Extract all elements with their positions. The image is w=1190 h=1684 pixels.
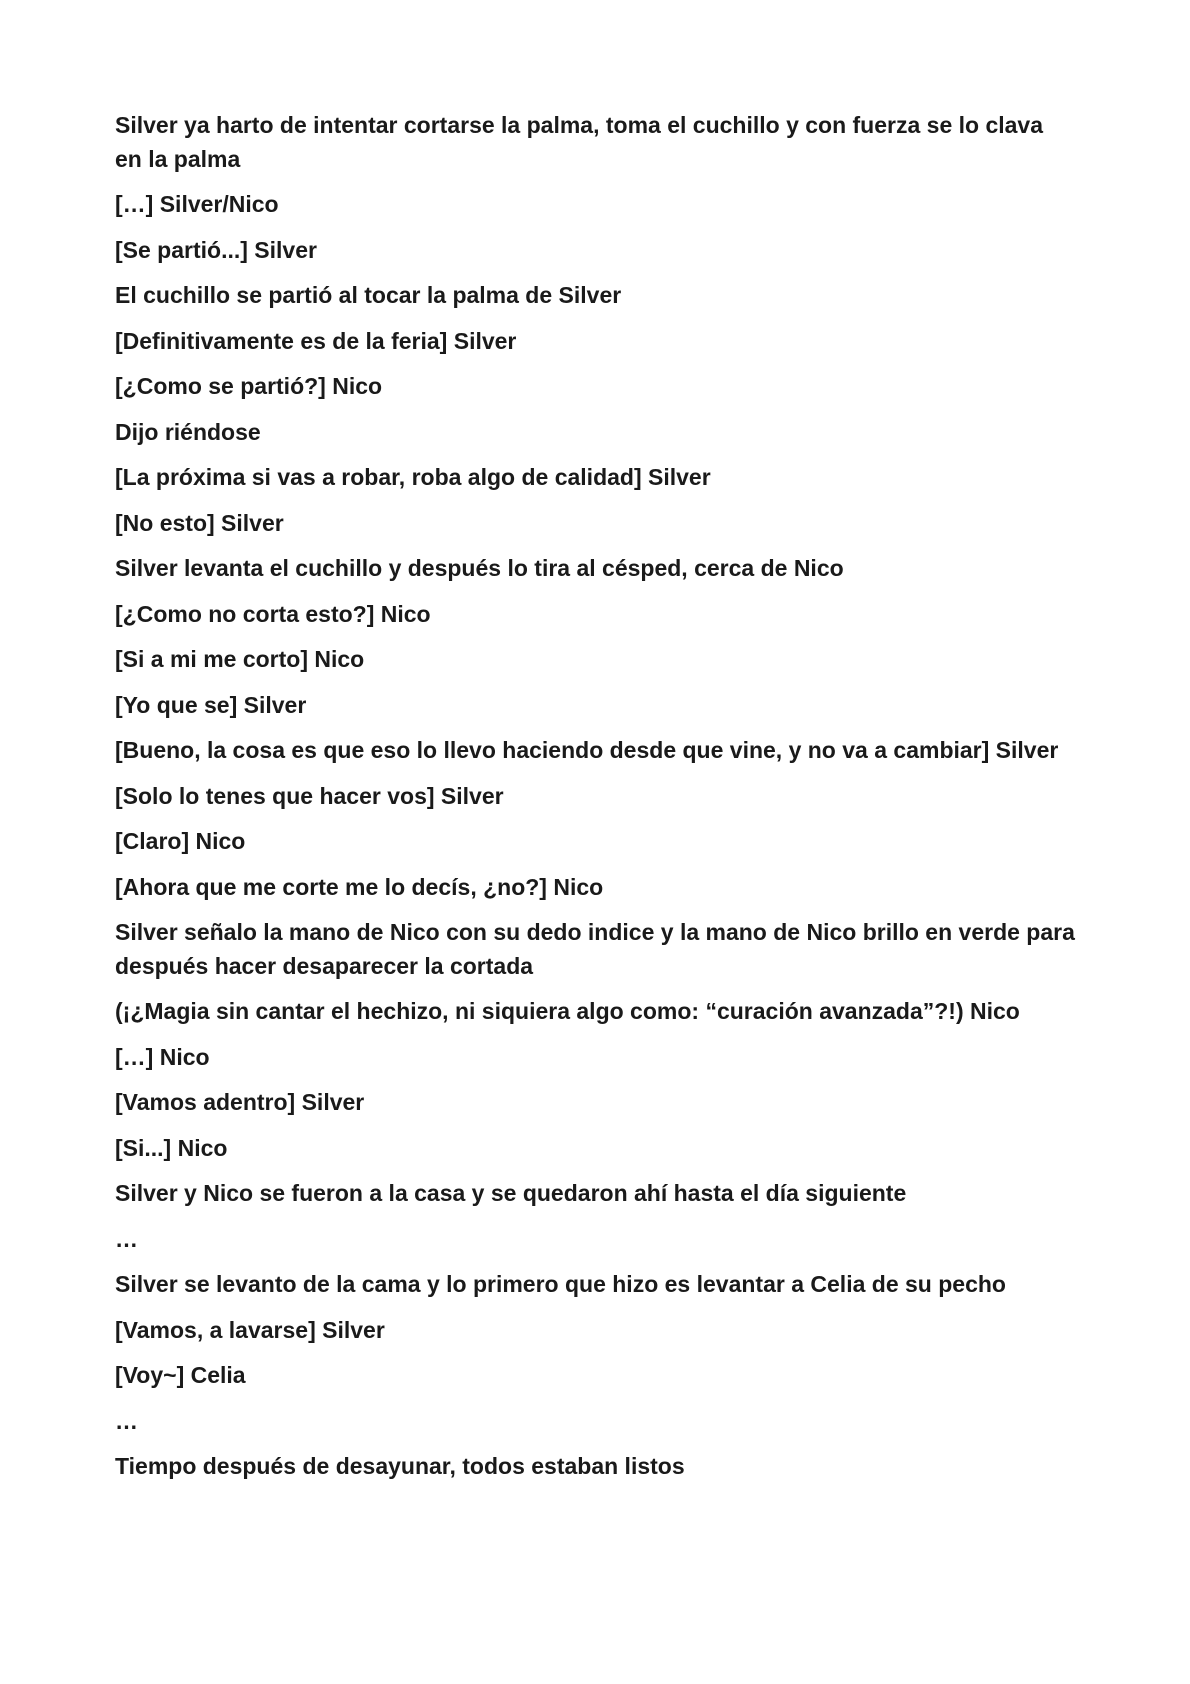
paragraph: [Se partió...] Silver xyxy=(115,236,317,263)
paragraph: [Definitivamente es de la feria] Silver xyxy=(115,327,517,354)
paragraph: [Si...] Nico xyxy=(115,1134,228,1161)
paragraph: [Yo que se] Silver xyxy=(115,691,307,718)
paragraph: El cuchillo se partió al tocar la palma de Silver xyxy=(115,282,622,308)
paragraph: [No esto] Silver xyxy=(115,509,284,536)
paragraph: Silver y Nico se fueron a la casa y se quedaron ahí hasta el día siguiente xyxy=(115,1180,907,1206)
paragraph: [¿Como no corta esto?] Nico xyxy=(115,600,431,627)
paragraph: Silver ya harto de intentar cortarse la palma, toma el cuchillo y con fuerza se lo clava en la palma xyxy=(115,112,1044,172)
document-body xyxy=(115,109,1075,1496)
paragraph: […] Nico xyxy=(115,1043,210,1070)
paragraph: … xyxy=(115,1225,138,1252)
paragraph: Tiempo después de desayunar, todos estaban listos xyxy=(115,1453,685,1479)
paragraph: Silver levanta el cuchillo y después lo tira al césped, cerca de Nico xyxy=(115,555,844,581)
paragraph: [Vamos, a lavarse] Silver xyxy=(115,1316,385,1343)
paragraph: [Vamos adentro] Silver xyxy=(115,1089,365,1115)
paragraph: [Solo lo tenes que hacer vos] Silver xyxy=(115,782,504,809)
paragraph: [Ahora que me corte me lo decís, ¿no?] Nico xyxy=(115,873,604,900)
paragraph: [Claro] Nico xyxy=(115,828,246,854)
paragraph: Dijo riéndose xyxy=(115,418,261,445)
paragraph: Silver se levanto de la cama y lo primero que hizo es levantar a Celia de su pecho xyxy=(115,1271,1006,1297)
paragraph: [¿Como se partió?] Nico xyxy=(115,373,383,399)
paragraph: [Bueno, la cosa es que eso lo llevo haciendo desde que vine, y no va a cambiar] Silver xyxy=(115,737,1059,763)
paragraph: [Voy~] Celia xyxy=(115,1362,246,1388)
paragraph: (¡¿Magia sin cantar el hechizo, ni siquiera algo como: “curación avanzada”?!) Nico xyxy=(115,998,1020,1024)
paragraph: … xyxy=(115,1407,138,1434)
paragraph: Silver señalo la mano de Nico con su dedo indice y la mano de Nico brillo en verde para después hacer desaparecer la cortada xyxy=(115,919,1075,979)
paragraph: [La próxima si vas a robar, roba algo de calidad] Silver xyxy=(115,464,711,490)
paragraph: [Si a mi me corto] Nico xyxy=(115,646,365,672)
paragraph: […] Silver/Nico xyxy=(115,191,279,217)
